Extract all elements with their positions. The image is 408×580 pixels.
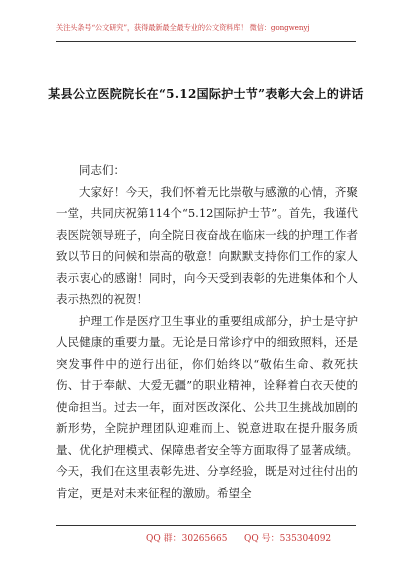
footer-qq-number: QQ 号：535304092 <box>244 534 332 544</box>
document-body <box>56 160 358 504</box>
paragraph-1: 大家好！今天，我们怀着无比崇敬与感激的心情，齐聚一堂，共同庆祝第114个“5.12国际护士节”。首先，我谨代表医院领导班子，向全院日夜奋战在临床一线的护理工作者致以节日的问候和崇高的敬意！向默默支持你们工作的家人表示衷心的感谢！同时，向今天受到表彰的先进集体和个人表示热烈的祝贺！ <box>56 184 358 306</box>
header-note: 关注头条号“公文研究”，获得最新最全最专业的公文资料库！ 微信：gongwenyj <box>56 23 310 32</box>
footer-divider <box>56 525 356 526</box>
footer-qq-group: QQ 群：30265665 <box>146 534 228 544</box>
greeting: 同志们： <box>79 163 125 177</box>
paragraph-2: 护理工作是医疗卫生事业的重要组成部分，护士是守护人民健康的重要力量。无论是日常诊疗中的细致照料，还是突发事件中的逆行出征，你们始终以“敬佑生命、救死扶伤、甘于奉献、大爱无疆”的职业精神，诠释着白衣天使的使命担当。过去一年，面对医改深化、公共卫生挑战加剧的新形势，全院护理团队迎难而上、锐意进取在提升服务质量、优化护理模式、保障患者安全等方面取得了显著成绩。今天，我们在这里表彰先进、分享经验，既是对过往付出的肯定，更是对未来征程的激励。希望全 <box>56 313 358 500</box>
header-divider <box>56 41 356 42</box>
document-title: 某县公立医院院长在“5.12国际护士节”表彰大会上的讲话 <box>48 87 364 101</box>
